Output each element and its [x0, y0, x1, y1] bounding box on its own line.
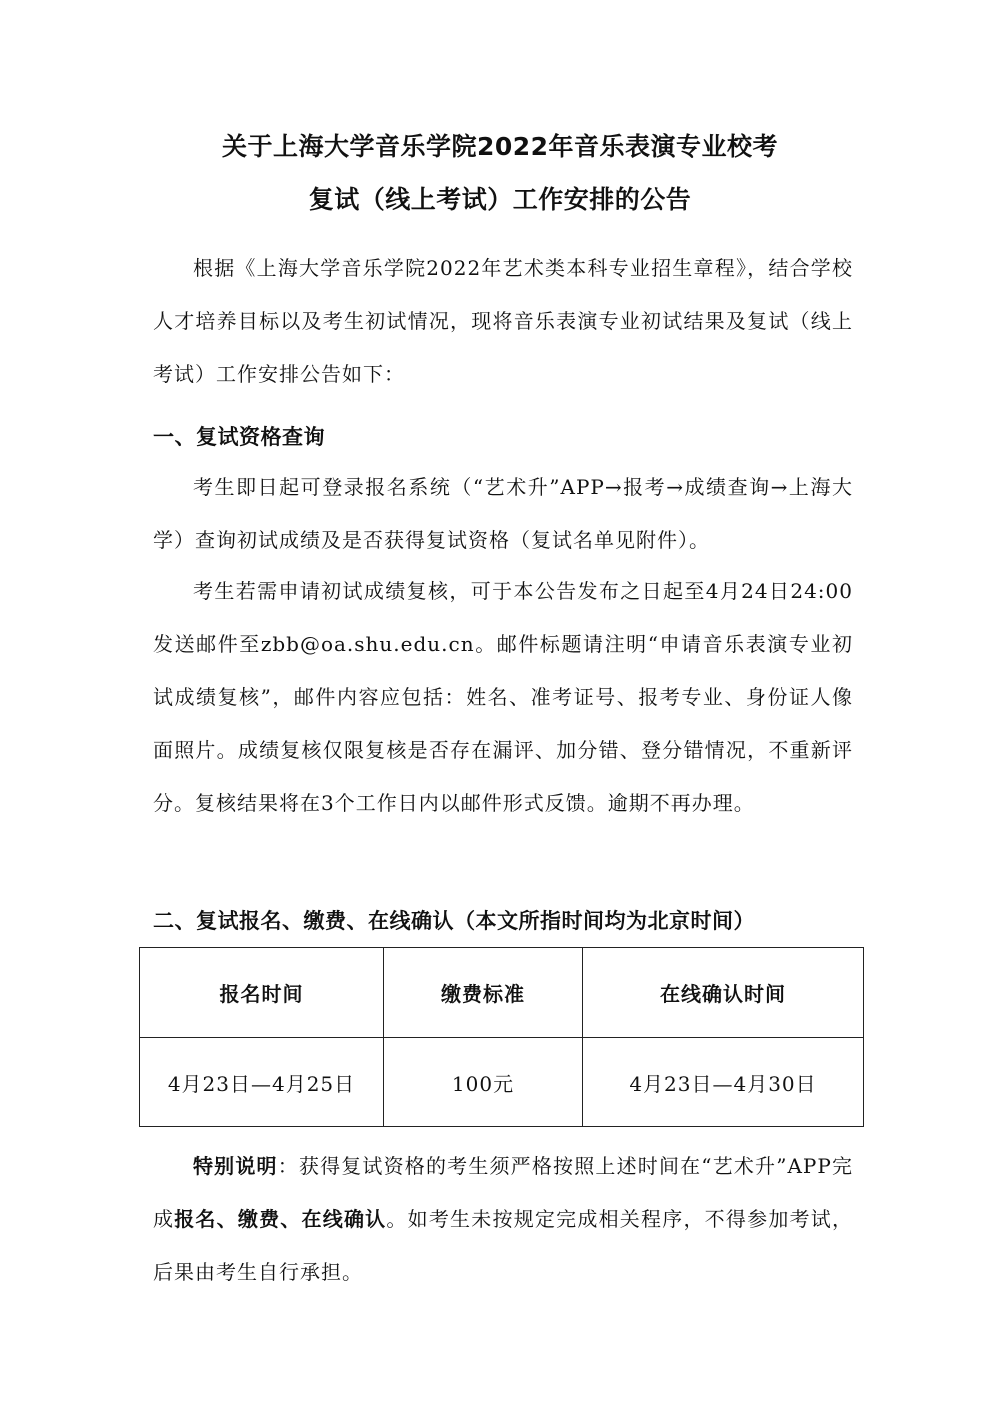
header-registration-time: 报名时间: [140, 948, 384, 1038]
intro-paragraph: 根据《上海大学音乐学院2022年艺术类本科专业招生章程》，结合学校人才培养目标以及考生初试情况，现将音乐表演专业初试结果及复试（线上考试）工作安排公告如下：: [153, 256, 853, 386]
special-note-text-2: 。如考生未按规定完成相关程序，不得参加考试，后果由考生自行承担。: [153, 1207, 853, 1284]
special-note-bold-steps: 报名、缴费、在线确认: [174, 1207, 387, 1231]
document-title-line-2: 复试（线上考试）工作安排的公告: [308, 185, 692, 214]
table-row: [140, 1038, 864, 1127]
section-1-paragraph-1: 考生即日起可登录报名系统（“艺术升”APP→报考→成绩查询→上海大学）查询初试成绩及是否获得复试资格（复试名单见附件）。: [153, 475, 853, 552]
cell-fee-standard: 100元: [384, 1038, 583, 1127]
section-1-heading: 一、复试资格查询: [153, 425, 325, 449]
cell-registration-time: 4月23日—4月25日: [140, 1038, 384, 1127]
schedule-table: [139, 947, 864, 1127]
section-1-paragraph-2: 考生若需申请初试成绩复核，可于本公告发布之日起至4月24日24:00发送邮件至zbb@oa.shu.edu.cn。邮件标题请注明“申请音乐表演专业初试成绩复核”，邮件内容应包括：姓名、准考证号、报考专业、身份证人像面照片。成绩复核仅限复核是否存在漏评、加分错、登分错情况，不重新评分。复核结果将在3个工作日内以邮件形式反馈。逾期不再办理。: [153, 579, 853, 815]
document-title-line-1: 关于上海大学音乐学院2022年音乐表演专业校考: [221, 132, 779, 161]
special-note-label: 特别说明: [193, 1154, 278, 1178]
special-note-paragraph: [153, 1140, 853, 1299]
header-confirmation-time: 在线确认时间: [583, 948, 864, 1038]
header-fee-standard: 缴费标准: [384, 948, 583, 1038]
table-header-row: [140, 948, 864, 1038]
section-2-heading: 二、复试报名、缴费、在线确认（本文所指时间均为北京时间）: [153, 909, 755, 933]
special-note-text-1: ：获得复试资格的考生须严格按照上述时间在“艺术升”APP完成: [153, 1154, 853, 1231]
cell-confirmation-time: 4月23日—4月30日: [583, 1038, 864, 1127]
